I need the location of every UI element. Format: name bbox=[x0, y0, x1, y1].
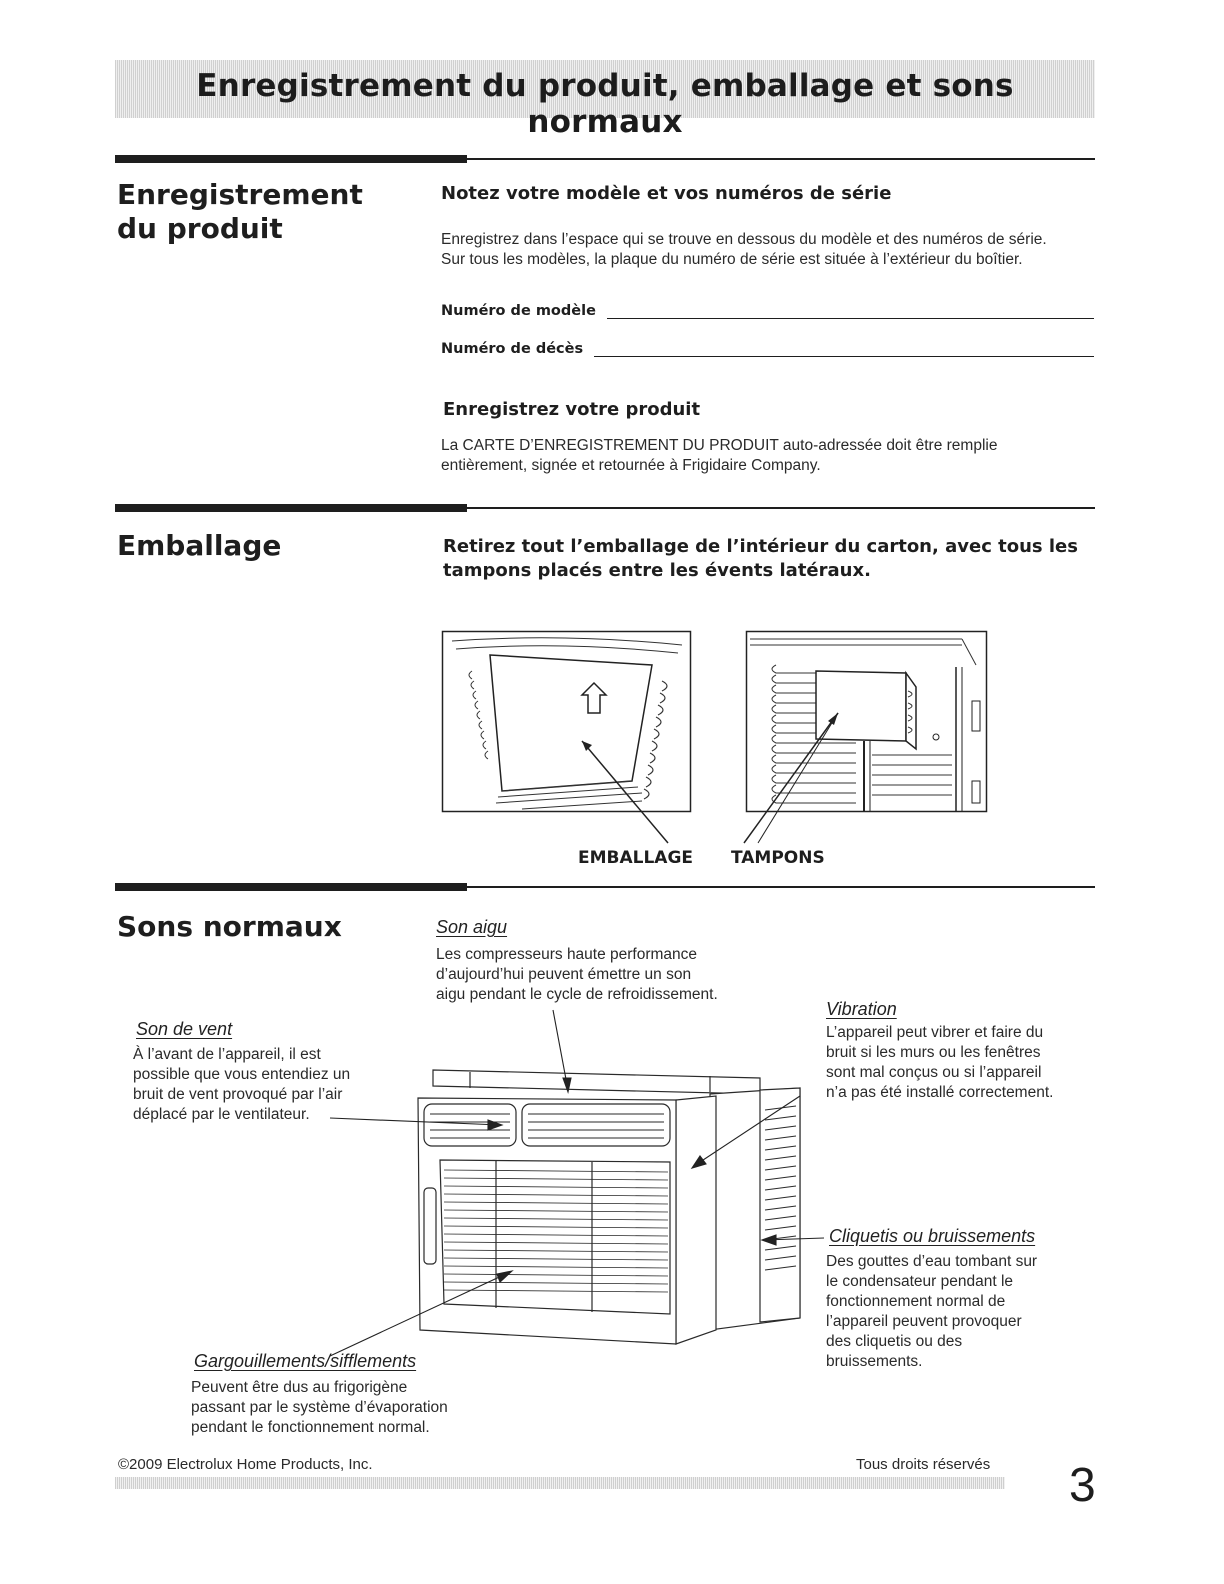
model-serial-subheading: Notez votre modèle et vos numéros de série bbox=[441, 183, 892, 204]
text-line: bruit de vent provoqué par l’air bbox=[133, 1086, 343, 1103]
text-line: déplacé par le ventilateur. bbox=[133, 1106, 310, 1123]
packaging-label: EMBALLAGE bbox=[578, 848, 694, 868]
text-line: À l’avant de l’appareil, il est bbox=[133, 1046, 321, 1063]
register-product-subheading: Enregistrez votre produit bbox=[443, 399, 701, 420]
gurgling-title: Gargouillements/sifflements bbox=[194, 1351, 417, 1371]
sounds-heading: Sons normaux bbox=[117, 910, 342, 943]
page-number: 3 bbox=[1069, 1459, 1096, 1512]
text-line: L’appareil peut vibrer et faire du bbox=[826, 1024, 1044, 1041]
vibration-title: Vibration bbox=[826, 999, 897, 1019]
instruction-line: tampons placés entre les évents latéraux. bbox=[443, 560, 871, 581]
page-title: Enregistrement du produit, emballage et sons normaux bbox=[196, 68, 1014, 140]
pads-label: TAMPONS bbox=[731, 848, 825, 868]
text-line: le condensateur pendant le bbox=[826, 1273, 1014, 1290]
packaging-heading: Emballage bbox=[117, 529, 282, 562]
text-line: bruissements. bbox=[826, 1353, 923, 1370]
text-line: Peuvent être dus au frigorigène bbox=[191, 1379, 408, 1396]
air-movement-title: Son de vent bbox=[136, 1019, 233, 1039]
text-line: possible que vous entendiez un bbox=[133, 1066, 351, 1083]
text-line: entièrement, signée et retournée à Frigidaire Company. bbox=[441, 457, 821, 474]
registration-heading-line1: Enregistrement bbox=[117, 178, 363, 211]
text-line: aigu pendant le cycle de refroidissement. bbox=[436, 986, 718, 1003]
text-line: d’aujourd’hui peuvent émettre un son bbox=[436, 966, 692, 983]
text-line: pendant le fonctionnement normal. bbox=[191, 1419, 430, 1436]
text-line: Sur tous les modèles, la plaque du numéro de série est située à l’extérieur du boîtier. bbox=[441, 251, 1023, 268]
text-line: Les compresseurs haute performance bbox=[436, 946, 698, 963]
text-line: bruit si les murs ou les fenêtres bbox=[826, 1044, 1041, 1061]
high-pitch-title: Son aigu bbox=[436, 917, 508, 937]
text-line: l’appareil peuvent provoquer bbox=[826, 1313, 1022, 1330]
instruction-line: Retirez tout l’emballage de l’intérieur du carton, avec tous les bbox=[443, 536, 1078, 557]
pinging-title: Cliquetis ou bruissements bbox=[829, 1226, 1036, 1246]
text-line: La CARTE D’ENREGISTREMENT DU PRODUIT auto-adressée doit être remplie bbox=[441, 437, 998, 454]
text-line: Enregistrez dans l’espace qui se trouve en dessous du modèle et des numéros de série. bbox=[441, 231, 1047, 248]
text-line: des cliquetis ou des bbox=[826, 1333, 963, 1350]
footer-bar bbox=[115, 1477, 1005, 1489]
model-number-label: Numéro de modèle bbox=[441, 303, 596, 319]
rights-reserved: Tous droits réservés bbox=[856, 1456, 991, 1473]
text-line: fonctionnement normal de bbox=[826, 1293, 1006, 1310]
registration-heading-line2: du produit bbox=[117, 212, 283, 245]
text-line: sont mal conçus ou si l’appareil bbox=[826, 1064, 1042, 1081]
text-line: Des gouttes d’eau tombant sur bbox=[826, 1253, 1038, 1270]
text-line: n’a pas été installé correctement. bbox=[826, 1084, 1054, 1101]
serial-number-label: Numéro de décès bbox=[441, 341, 584, 357]
text-line: passant par le système d’évaporation bbox=[191, 1399, 448, 1416]
copyright: ©2009 Electrolux Home Products, Inc. bbox=[118, 1456, 373, 1473]
